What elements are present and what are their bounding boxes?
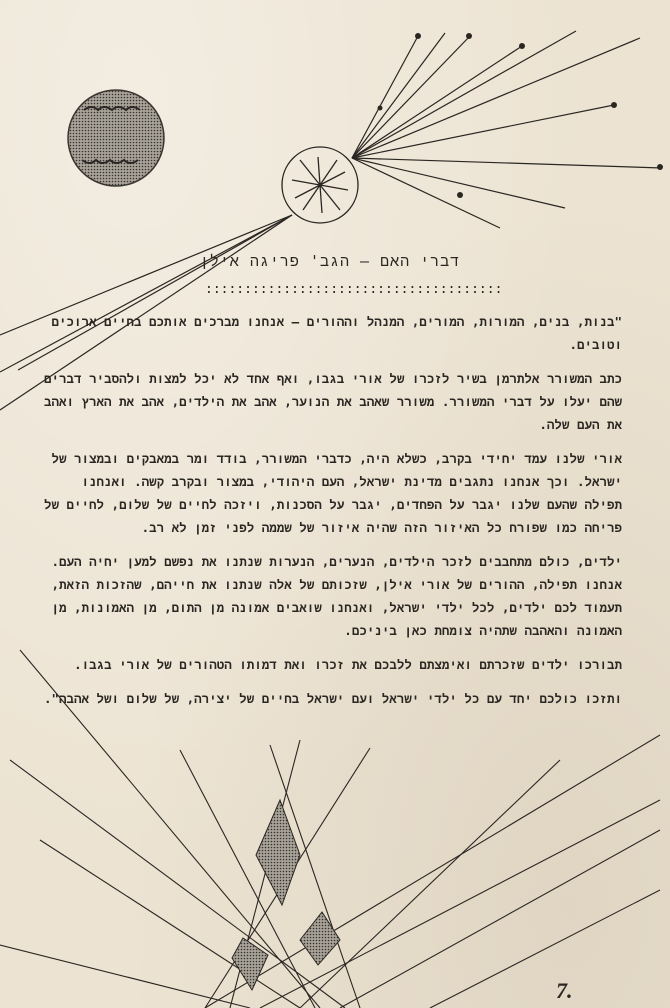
- paragraph: ילדים, כולם מתחבבים לזכר הילדים, הנערים, הנערות שנתנו את נפשם למען יחיה העם. אנחנו תפילה, ההורים של אורי אילן, שזכותם של אלה שנתנו את חייהם, שהזכות הזאת, תעמוד לכם ילדים, לכל ילדי ישראל, ואנחנו שואבים אמונה מן התום, מן האמונות, מן האמונה והאהבה שתהיה צומחת כאן ביניכם.: [51, 554, 622, 638]
- paragraph: ותזכו כולכם יחד עם כל ילדי ישראל ועם ישראל בחיים של יצירה, של שלום ושל אהבה".: [43, 691, 622, 706]
- page-number: 7.: [556, 978, 573, 1003]
- moon-illustration: [68, 90, 164, 186]
- comet-head: [282, 147, 358, 223]
- stippled-diamonds: [232, 800, 340, 990]
- speech-title: דברי האם – הגב' פריגה אילן: [199, 252, 461, 270]
- comet-rays: [352, 31, 662, 228]
- speech-body: [40, 310, 622, 721]
- star-dots: [378, 33, 664, 198]
- paragraph: תבורכו ילדים שזכרתם ואימצתם ללבכם את זכרו ואת דמותו הטהורים של אורי בגבו.: [74, 657, 622, 672]
- title-separator: ::::::::::::::::::::::::::::::::::::::: [205, 282, 503, 297]
- paragraph: אורי שלנו עמד יחידי בקרב, כשלא היה, כדברי המשורר, בודד ומר במאבקים ובמצור של ישראל. וכך אנחנו נתגבים מדינת ישראל, העם היהודי, במצור ובקרב קשה. ואנחנו תפילה שהעם שלנו יגבר על הפחדים, יגבר על הסכנות, ויזכה לחיים של שלום, לחיים של פריחה כמו שפורח כל האיזור הזה שהיה איזור של שממה לפני זמן לא רב.: [43, 451, 622, 535]
- paragraph: "בנות, בנים, המורות, המורים, המנהל וההורים – אנחנו מברכים אותכם בחיים ארוכים וטובים.: [51, 314, 622, 352]
- paragraph: כתב המשורר אלתרמן בשיר לזכרו של אורי בגבו, ואף אחד לא יכל למצות ולהסביר דברים שהם יעלו על דברי המשורר. משורר שאהב את הנוער, אהב את הילדים, אהב את הארץ ואהב את העם שלה.: [43, 371, 622, 432]
